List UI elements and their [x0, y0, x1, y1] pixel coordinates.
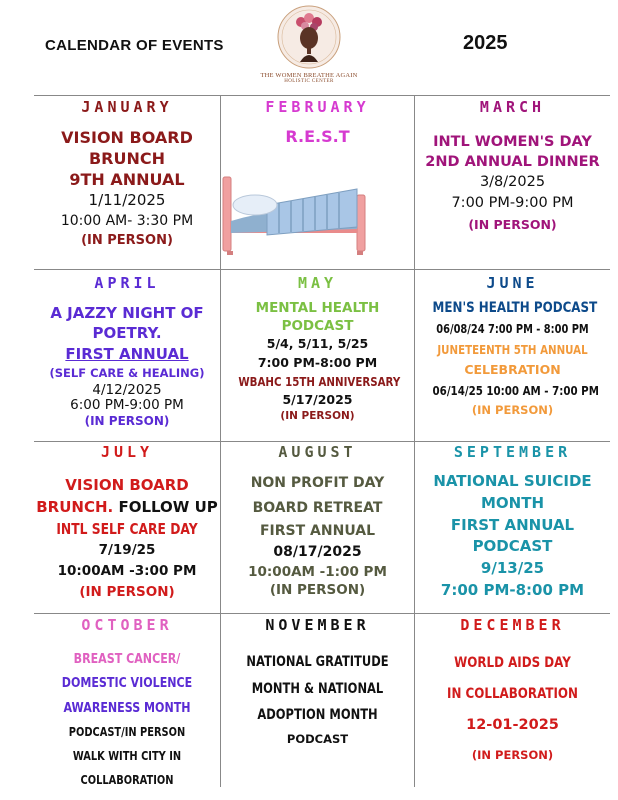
- logo-portrait-icon: [276, 4, 342, 70]
- month-cell-april: [34, 270, 220, 441]
- event-line: FIRST ANNUAL: [259, 523, 376, 539]
- month-cell-december: [415, 614, 610, 787]
- event-line: VISION BOARD: [61, 128, 193, 147]
- event-line: 6:00 PM-9:00 PM: [70, 397, 184, 414]
- logo-subtitle-text: HOLISTIC CENTER: [284, 79, 334, 84]
- event-line: 3/8/2025: [479, 174, 546, 191]
- event-line: MONTH & NATIONAL: [251, 680, 384, 697]
- month-cell-november: [221, 614, 414, 787]
- month-cell-october: [34, 614, 220, 787]
- event-line: (SELF CARE & HEALING): [49, 366, 205, 381]
- event-line: BOARD RETREAT: [252, 499, 383, 516]
- month-name-march: MARCH: [479, 98, 546, 116]
- event-line: BRUNCH: [88, 149, 166, 169]
- event-line: WALK WITH CITY IN: [72, 748, 182, 763]
- month-cell-july: [34, 442, 220, 613]
- event-line: (IN PERSON): [81, 232, 173, 248]
- event-line: 06/08/24 7:00 PM - 8:00 PM: [436, 321, 589, 336]
- event-line: 7/19/25: [98, 542, 156, 559]
- event-line: COLLABORATION: [80, 772, 174, 787]
- event-line: DOMESTIC VIOLENCE: [61, 675, 193, 692]
- event-line: ADOPTION MONTH: [257, 707, 378, 724]
- event-text: FOLLOW UP: [118, 497, 218, 516]
- event-line: 7:00 PM-8:00 PM: [257, 354, 378, 370]
- event-line: 06/14/25 10:00 AM - 7:00 PM: [432, 382, 599, 398]
- event-line: 9TH ANNUAL: [69, 170, 185, 190]
- month-name-july: JULY: [100, 443, 154, 461]
- event-line: (IN PERSON): [269, 582, 366, 599]
- calendar-grid: [34, 95, 610, 787]
- event-line: 4/12/2025: [92, 381, 162, 398]
- bed-icon: [217, 155, 377, 255]
- month-name-august: AUGUST: [278, 443, 357, 461]
- event-line: A JAZZY NIGHT OF: [50, 304, 204, 322]
- event-line: BREAST CANCER/: [73, 651, 181, 667]
- calendar-year: 2025: [463, 32, 508, 54]
- event-line: 7:00 PM-8:00 PM: [440, 580, 585, 599]
- event-line: MENTAL HEALTH: [255, 300, 380, 316]
- month-name-october: OCTOBER: [81, 616, 173, 634]
- event-line: (IN PERSON): [79, 584, 175, 601]
- event-line: 1/11/2025: [88, 191, 166, 210]
- event-line-group: [34, 497, 220, 519]
- event-line: WBAHC 15TH ANNIVERSARY: [238, 373, 401, 389]
- event-line: (IN PERSON): [280, 409, 355, 422]
- logo-name-text: THE WOMEN BREATHE AGAIN: [260, 72, 358, 79]
- month-name-april: APRIL: [94, 274, 160, 292]
- event-line: 10:00 AM- 3:30 PM: [60, 212, 194, 229]
- event-line: PODCAST: [281, 317, 354, 334]
- event-line: 7:00 PM-9:00 PM: [451, 195, 574, 212]
- event-line: 5/17/2025: [282, 391, 353, 407]
- event-line: WORLD AIDS DAY: [454, 655, 571, 671]
- event-line: 10:00AM -3:00 PM: [57, 563, 197, 580]
- event-line: JUNETEENTH 5TH ANNUAL: [437, 341, 588, 357]
- event-line: NATIONAL SUICIDE: [433, 472, 592, 490]
- event-line: PODCAST: [286, 731, 349, 746]
- month-cell-february: [221, 95, 414, 269]
- month-cell-september: [415, 442, 610, 613]
- event-line: 5/4, 5/11, 5/25: [266, 336, 369, 352]
- event-line: R.E.S.T: [285, 127, 350, 146]
- event-text: BRUNCH.: [36, 497, 114, 516]
- event-line: 12-01-2025: [466, 717, 559, 734]
- event-line: FIRST ANNUAL: [65, 344, 189, 363]
- event-line: (IN PERSON): [84, 413, 170, 428]
- month-name-may: MAY: [297, 274, 338, 292]
- event-line: PODCAST: [472, 537, 553, 556]
- event-line: CELEBRATION: [464, 361, 561, 377]
- event-line: MONTH: [480, 493, 545, 512]
- event-line: 2ND ANNUAL DINNER: [425, 153, 600, 170]
- month-name-december: DECEMBER: [460, 616, 565, 634]
- event-line: FIRST ANNUAL: [450, 515, 575, 534]
- month-name-september: SEPTEMBER: [453, 443, 572, 461]
- event-line: PODCAST/IN PERSON: [68, 724, 186, 739]
- organization-logo: [250, 4, 368, 90]
- month-cell-august: [221, 442, 414, 613]
- event-line: INTL SELF CARE DAY: [56, 519, 198, 538]
- event-line: 9/13/25: [480, 559, 545, 577]
- month-name-february: FEBRUARY: [265, 98, 370, 116]
- month-cell-march: [415, 95, 610, 269]
- month-cell-june: [415, 270, 610, 441]
- month-cell-may: [221, 270, 414, 441]
- event-line: (IN PERSON): [471, 403, 554, 418]
- event-line: NON PROFIT DAY: [250, 475, 385, 491]
- month-name-january: JANUARY: [81, 98, 173, 116]
- event-line: IN COLLABORATION: [447, 686, 578, 703]
- event-line: (IN PERSON): [471, 747, 554, 762]
- month-name-june: JUNE: [486, 274, 539, 292]
- month-name-november: NOVEMBER: [265, 616, 370, 634]
- event-line: INTL WOMEN'S DAY: [433, 134, 592, 150]
- event-line: MEN'S HEALTH PODCAST: [432, 300, 598, 316]
- event-line: 10:00AM -1:00 PM: [248, 563, 387, 580]
- calendar-title: CALENDAR OF EVENTS: [45, 37, 224, 54]
- event-line: (IN PERSON): [468, 217, 557, 233]
- event-line: POETRY.: [92, 324, 162, 343]
- event-line: NATIONAL GRATITUDE: [246, 654, 389, 670]
- month-cell-january: [34, 95, 220, 269]
- event-line: VISION BOARD: [65, 476, 189, 494]
- event-line: 08/17/2025: [273, 544, 362, 561]
- event-line: AWARENESS MONTH: [63, 699, 191, 716]
